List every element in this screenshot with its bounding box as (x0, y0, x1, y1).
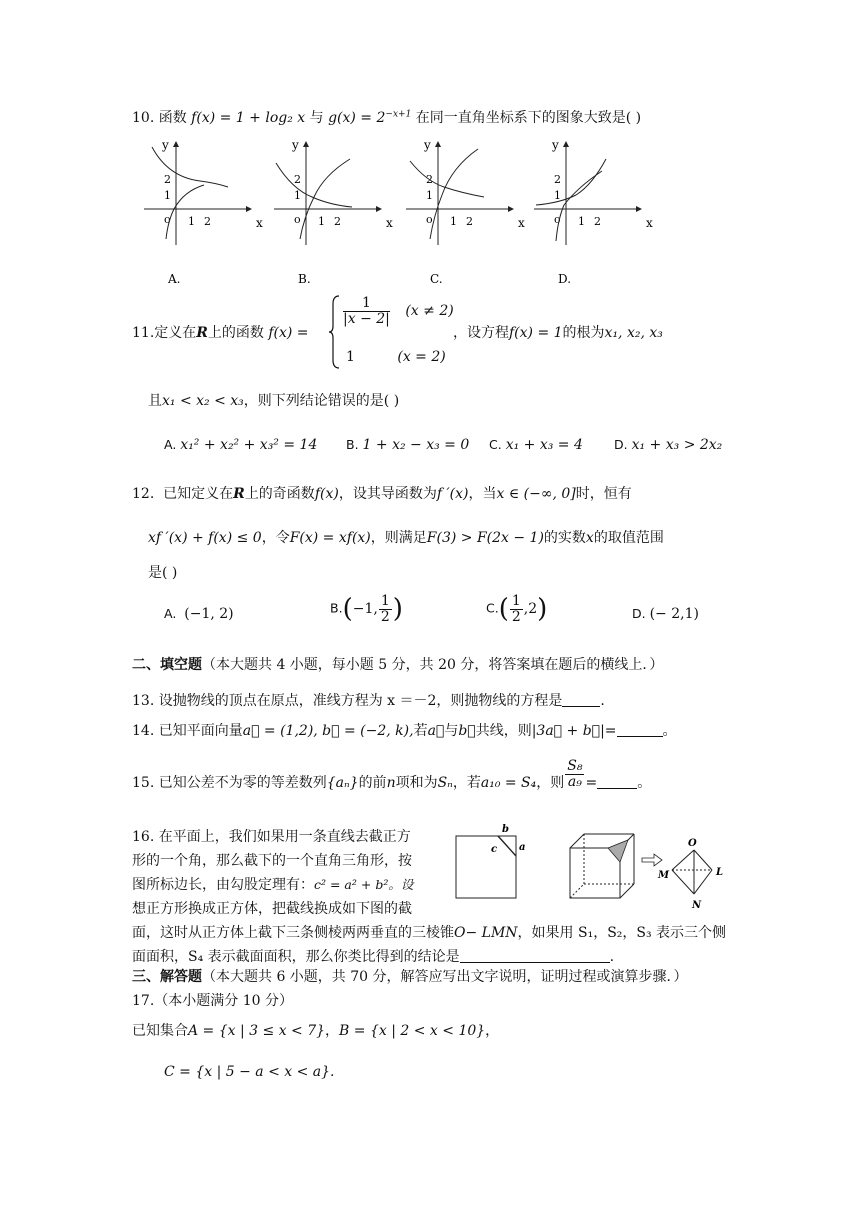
q12-line1: 12. 已知定义在R上的奇函数f(x)，设其导函数为f ′(x)，当x ∈ (−∞, 0]时，恒有 (132, 486, 632, 502)
q16-line5: 面，这时从正方体上截下三条侧棱两两垂直的三棱锥O− LMN，如果用 S₁，S₂，S₃ 表示三个侧 (132, 925, 727, 941)
q10-option-label: B. (298, 272, 311, 286)
y-tick-label: 2 (426, 173, 433, 186)
origin-label: o (294, 213, 301, 226)
x-axis-arrow-icon (376, 206, 382, 212)
x-axis-label: x (256, 216, 263, 230)
q16-line6: 面面积，S₄ 表示截面面积，那么你类比得到的结论是 . (132, 949, 615, 965)
q16-cube-figure (570, 834, 634, 898)
y-axis-label: y (292, 138, 299, 152)
q16-pyramid-figure (657, 838, 723, 911)
q11-case1: $\frac{1}{|x - 2|}$ (x ≠ 2) (343, 295, 454, 327)
x-tick-label: 2 (334, 215, 341, 228)
origin-label: o (554, 213, 561, 226)
x-axis-arrow-icon (508, 206, 514, 212)
function-curve (556, 171, 602, 241)
q13-answer-blank[interactable] (562, 692, 600, 707)
q11-line1-tail: ，设方程f(x) = 1的根为x₁, x₂, x₃ (453, 325, 663, 341)
x-tick-label: 2 (594, 215, 601, 228)
svg-text:N: N (692, 900, 702, 911)
q11-option-a: A. x₁² + x₂² + x₃² = 14 (164, 437, 318, 453)
q12-option-d: D. (− 2,1) (632, 606, 699, 622)
q10-graph-c (406, 138, 525, 286)
y-axis-label: y (424, 138, 431, 152)
y-tick-label: 2 (294, 173, 301, 186)
x-axis-arrow-icon (246, 206, 252, 212)
y-axis-arrow-icon (435, 141, 441, 147)
q12-line2: xf ′(x) + f(x) ≤ 0，令F(x) = xf(x)，则满足F(3) > F(2x − 1)的实数x的取值范围 (148, 530, 664, 546)
y-axis-arrow-icon (563, 141, 569, 147)
q16-line1: 16. 在平面上，我们如果用一条直线去截正方 (132, 829, 411, 845)
y-tick-label: 1 (294, 189, 301, 202)
svg-text:c: c (491, 844, 498, 855)
y-tick-label: 2 (164, 173, 171, 186)
x-tick-label: 1 (450, 215, 457, 228)
q10-line: 10. 函数 f(x) = 1 + log₂ x 与 $g(x) = 2^{-x+1}$ 在同一直角坐标系下的图象大致是( ) (132, 109, 642, 126)
q10-graph-a (144, 138, 263, 286)
q12-line3: 是( ) (148, 565, 178, 581)
q15-answer-blank[interactable] (597, 774, 637, 789)
x-tick-label: 2 (204, 215, 211, 228)
q14-answer-blank[interactable] (617, 722, 663, 737)
q16-line4: 想正方形换成正方体，把截线换成如下图的截 (132, 901, 412, 917)
q12-option-a: A. (−1, 2) (164, 606, 234, 622)
q10-graph-b (274, 138, 393, 286)
y-axis-arrow-icon (173, 141, 179, 147)
function-curve (536, 159, 606, 205)
q10-g-expr: $g(x) = 2^{-x+1}$ (328, 109, 412, 126)
q14-line: 14. 已知平面向量a⃗ = (1,2), b⃗ = (−2, k),若a⃗与b⃗共线，则|3a⃗ + b⃗|= 。 (132, 723, 677, 739)
q16-square-figure (456, 824, 525, 898)
function-curve (300, 159, 350, 239)
q11-line2: 且x₁ < x₂ < x₃，则下列结论错误的是( ) (148, 393, 400, 409)
q10-graph-d (534, 138, 653, 286)
svg-text:M: M (658, 870, 670, 881)
q10-graph-options (140, 135, 660, 295)
function-curve (410, 161, 484, 197)
function-curve (276, 163, 352, 207)
q16-line2: 形的一个角，那么截下的一个直角三角形，按 (132, 853, 412, 869)
section3-heading: 三、解答题（本大题共 6 小题，共 70 分，解答应写出文字说明，证明过程或演算步骤．） (132, 969, 688, 985)
x-tick-label: 1 (578, 215, 585, 228)
y-tick-label: 2 (554, 173, 561, 186)
x-axis-label: x (518, 216, 525, 230)
y-axis-label: y (162, 138, 169, 152)
y-tick-label: 1 (164, 189, 171, 202)
x-axis-label: x (646, 216, 653, 230)
q10-option-label: A. (168, 272, 181, 286)
q17-head: 17.（本小题满分 10 分） (132, 993, 293, 1009)
q12-option-b: B.(−1, $\frac{1}{2}$ ) (330, 593, 403, 625)
q10-f-expr: f(x) = 1 + log₂ x (191, 110, 306, 126)
svg-text:b: b (502, 824, 509, 835)
q15-fraction: $\frac{\text{S₈}}{\text{a₉}}$ (567, 757, 583, 790)
svg-text:L: L (716, 867, 724, 878)
svg-text:O: O (688, 838, 697, 849)
q12-option-c: C.( $\frac{1}{2}$ ,2) (486, 593, 548, 625)
function-curve (166, 185, 204, 239)
x-tick-label: 2 (466, 215, 473, 228)
q15-line: 15. 已知公差不为零的等差数列{aₙ}的前n项和为Sₙ，若a₁₀ = S₄，则 $\frac{\text{S₈}}{\text{a₉}}$ = 。 (132, 757, 652, 791)
y-tick-label: 1 (554, 189, 561, 202)
q16-answer-blank[interactable] (460, 948, 610, 963)
x-axis-arrow-icon (636, 206, 642, 212)
x-tick-label: 1 (318, 215, 325, 228)
q17-line2: C = {x | 5 − a < x < a}. (164, 1064, 335, 1080)
section2-heading: 二、填空题（本大题共 4 小题，每小题 5 分，共 20 分，将答案填在题后的横线上．） (132, 657, 664, 673)
q11-option-d: D. x₁ + x₃ > 2x₂ (614, 437, 723, 453)
q13-line: 13. 设抛物线的顶点在原点，准线方程为 x ＝－2，则抛物线的方程是 . (132, 693, 605, 709)
q11-option-b: B. 1 + x₂ − x₃ = 0 (346, 437, 470, 453)
q11-line1: 11.定义在R上的函数 f(x) = (132, 325, 309, 341)
x-tick-label: 1 (188, 215, 195, 228)
y-axis-arrow-icon (303, 141, 309, 147)
q11-case2: 1 (x = 2) (346, 349, 446, 365)
q10-option-label: C. (430, 272, 443, 286)
q16-line3: 图所标边长，由勾股定理有：c² = a² + b²。设 (132, 877, 414, 893)
y-tick-label: 1 (426, 189, 433, 202)
q11-option-c: C. x₁ + x₃ = 4 (489, 437, 583, 453)
q11-piecewise-brace (329, 294, 341, 370)
origin-label: o (164, 213, 171, 226)
q17-line1: 已知集合A = {x | 3 ≤ x < 7}，B = {x | 2 < x < 10}， (132, 1023, 500, 1039)
y-axis-label: y (552, 138, 559, 152)
q10-option-label: D. (558, 272, 572, 286)
svg-text:a: a (519, 842, 526, 853)
x-axis-label: x (386, 216, 393, 230)
q16-figures (448, 818, 738, 918)
q16-arrow (642, 854, 662, 866)
origin-label: o (426, 213, 433, 226)
